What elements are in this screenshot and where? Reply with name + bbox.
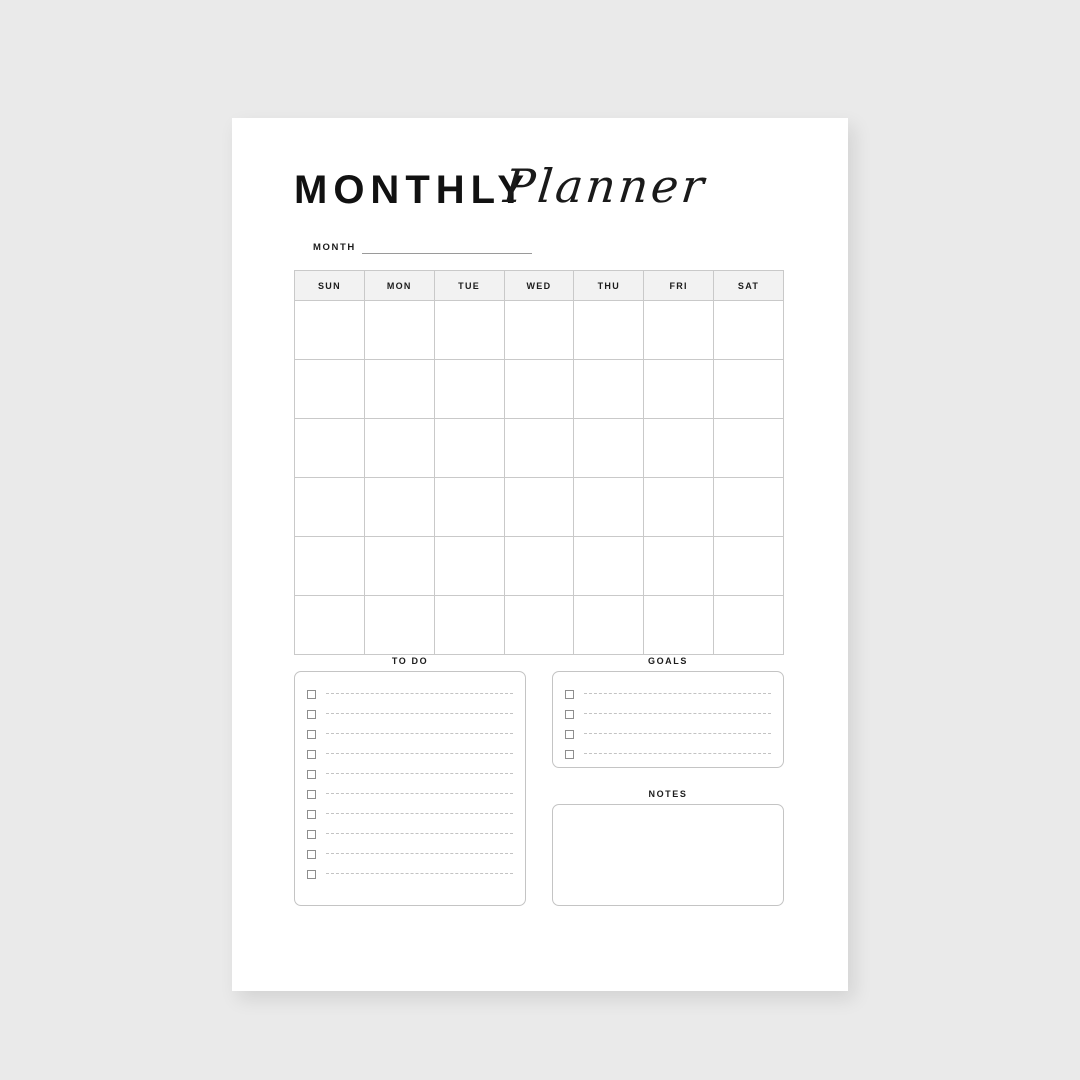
planner-page: [232, 118, 848, 991]
calendar-row: [295, 419, 784, 478]
calendar-cell[interactable]: [574, 301, 644, 360]
checkbox-icon[interactable]: [307, 790, 316, 799]
checkbox-icon[interactable]: [565, 750, 574, 759]
list-item[interactable]: [565, 704, 771, 724]
notes-panel[interactable]: [552, 804, 784, 906]
calendar-cell[interactable]: [644, 419, 714, 478]
calendar-cell[interactable]: [434, 596, 504, 655]
calendar-body: [295, 301, 784, 655]
list-item[interactable]: [307, 724, 513, 744]
goals-heading: GOALS: [647, 656, 688, 666]
calendar-cell[interactable]: [364, 360, 434, 419]
month-input-line[interactable]: [362, 242, 532, 254]
calendar-grid: [294, 270, 784, 655]
todo-line[interactable]: [326, 693, 513, 695]
calendar-cell[interactable]: [295, 419, 365, 478]
calendar-row: [295, 596, 784, 655]
calendar-cell[interactable]: [714, 478, 784, 537]
checkbox-icon[interactable]: [565, 690, 574, 699]
calendar-cell[interactable]: [295, 478, 365, 537]
calendar-cell[interactable]: [714, 360, 784, 419]
calendar-cell[interactable]: [364, 596, 434, 655]
todo-line[interactable]: [326, 833, 513, 835]
list-item[interactable]: [307, 684, 513, 704]
calendar-cell[interactable]: [295, 360, 365, 419]
calendar-cell[interactable]: [364, 301, 434, 360]
calendar-cell[interactable]: [504, 537, 574, 596]
calendar-cell[interactable]: [504, 301, 574, 360]
checkbox-icon[interactable]: [565, 730, 574, 739]
list-item[interactable]: [307, 824, 513, 844]
list-item[interactable]: [307, 704, 513, 724]
calendar-row: [295, 478, 784, 537]
todo-line[interactable]: [326, 853, 513, 855]
calendar-cell[interactable]: [295, 537, 365, 596]
calendar-cell[interactable]: [434, 419, 504, 478]
todo-line[interactable]: [326, 813, 513, 815]
weekday-sun: SUN: [295, 271, 365, 301]
todo-heading: TO DO: [391, 656, 429, 666]
calendar-cell[interactable]: [295, 301, 365, 360]
calendar-cell[interactable]: [574, 478, 644, 537]
month-label: MONTH: [313, 242, 356, 253]
weekday-fri: FRI: [644, 271, 714, 301]
checkbox-icon[interactable]: [307, 730, 316, 739]
calendar-row: [295, 301, 784, 360]
todo-line[interactable]: [326, 733, 513, 735]
calendar-row: [295, 537, 784, 596]
calendar-header-row: [295, 271, 784, 301]
weekday-tue: TUE: [434, 271, 504, 301]
todo-panel: [294, 671, 526, 906]
calendar-cell[interactable]: [504, 478, 574, 537]
calendar-cell[interactable]: [504, 360, 574, 419]
list-item[interactable]: [307, 864, 513, 884]
calendar-row: [295, 360, 784, 419]
calendar-cell[interactable]: [434, 478, 504, 537]
calendar-cell[interactable]: [504, 596, 574, 655]
list-item[interactable]: [307, 844, 513, 864]
calendar-cell[interactable]: [574, 419, 644, 478]
calendar-cell[interactable]: [574, 360, 644, 419]
goal-line[interactable]: [584, 693, 771, 695]
checkbox-icon[interactable]: [307, 690, 316, 699]
calendar-cell[interactable]: [644, 360, 714, 419]
todo-line[interactable]: [326, 873, 513, 875]
title-planner: Planner: [501, 159, 710, 213]
list-item[interactable]: [565, 744, 771, 764]
checkbox-icon[interactable]: [307, 850, 316, 859]
todo-line[interactable]: [326, 753, 513, 755]
month-field[interactable]: [313, 238, 613, 254]
goal-line[interactable]: [584, 713, 771, 715]
list-item[interactable]: [565, 724, 771, 744]
calendar-cell[interactable]: [644, 301, 714, 360]
list-item[interactable]: [307, 744, 513, 764]
checkbox-icon[interactable]: [307, 770, 316, 779]
goal-line[interactable]: [584, 733, 771, 735]
checkbox-icon[interactable]: [565, 710, 574, 719]
todo-line[interactable]: [326, 773, 513, 775]
page-title: [294, 158, 794, 224]
calendar-cell[interactable]: [714, 419, 784, 478]
todo-line[interactable]: [326, 793, 513, 795]
goal-line[interactable]: [584, 753, 771, 755]
checkbox-icon[interactable]: [307, 710, 316, 719]
list-item[interactable]: [565, 684, 771, 704]
weekday-sat: SAT: [714, 271, 784, 301]
calendar-cell[interactable]: [644, 478, 714, 537]
list-item[interactable]: [307, 804, 513, 824]
calendar-cell[interactable]: [574, 537, 644, 596]
checkbox-icon[interactable]: [307, 870, 316, 879]
calendar-cell[interactable]: [364, 537, 434, 596]
calendar-cell[interactable]: [434, 537, 504, 596]
notes-heading: NOTES: [648, 789, 688, 799]
calendar-cell[interactable]: [364, 478, 434, 537]
calendar-cell[interactable]: [295, 596, 365, 655]
checkbox-icon[interactable]: [307, 810, 316, 819]
todo-line[interactable]: [326, 713, 513, 715]
calendar-cell[interactable]: [714, 596, 784, 655]
weekday-wed: WED: [504, 271, 574, 301]
goals-panel: [552, 671, 784, 768]
calendar-cell[interactable]: [504, 419, 574, 478]
calendar-cell[interactable]: [364, 419, 434, 478]
weekday-thu: THU: [574, 271, 644, 301]
checkbox-icon[interactable]: [307, 750, 316, 759]
calendar-cell[interactable]: [714, 301, 784, 360]
calendar-cell[interactable]: [434, 360, 504, 419]
calendar-cell[interactable]: [714, 537, 784, 596]
calendar-cell[interactable]: [434, 301, 504, 360]
calendar-cell[interactable]: [644, 596, 714, 655]
calendar-cell[interactable]: [574, 596, 644, 655]
weekday-mon: MON: [364, 271, 434, 301]
list-item[interactable]: [307, 764, 513, 784]
calendar-cell[interactable]: [644, 537, 714, 596]
checkbox-icon[interactable]: [307, 830, 316, 839]
title-monthly: MONTHLY: [294, 168, 531, 212]
list-item[interactable]: [307, 784, 513, 804]
